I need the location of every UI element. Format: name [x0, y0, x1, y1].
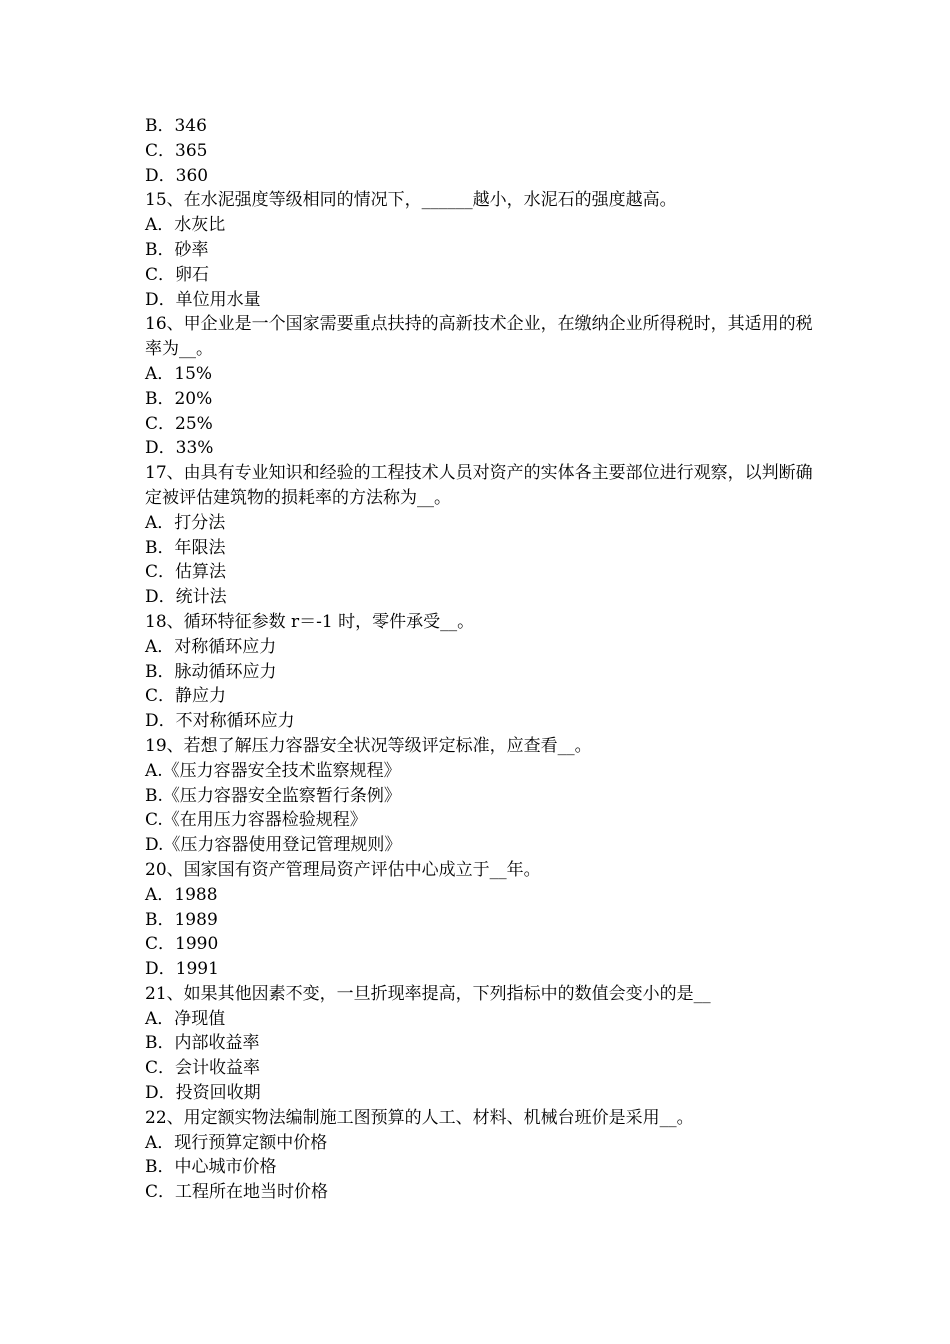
- option-line: D．1991: [145, 959, 219, 980]
- question-19: 19、若想了解压力容器安全状况等级评定标准，应查看__。: [145, 735, 592, 756]
- option-line: C．会计收益率: [145, 1058, 261, 1079]
- option-line: A．净现值: [145, 1008, 226, 1029]
- option-line: B．346: [145, 116, 207, 136]
- option-line: C．25%: [145, 413, 213, 434]
- option-line: C．卵石: [145, 264, 210, 285]
- option-line: B．1989: [145, 909, 218, 930]
- option-line: B．20%: [145, 388, 213, 409]
- question-18: 18、循环特征参数 r＝-1 时，零件承受__。: [145, 611, 475, 632]
- question-20: 20、国家国有资产管理局资产评估中心成立于__年。: [145, 859, 541, 880]
- option-line: A．对称循环应力: [145, 636, 277, 657]
- option-line: A．15%: [145, 363, 213, 384]
- option-line: D.《压力容器使用登记管理规则》: [145, 835, 402, 856]
- question-16: 16、甲企业是一个国家需要重点扶持的高新技术企业，在缴纳企业所得税时，其适用的税率为__。: [145, 314, 813, 360]
- question-21: 21、如果其他因素不变，一旦折现率提高，下列指标中的数值会变小的是__: [145, 983, 711, 1004]
- option-line: C．静应力: [145, 686, 227, 707]
- option-line: A.《压力容器安全技术监察规程》: [145, 760, 401, 781]
- option-line: A．1988: [145, 884, 218, 905]
- option-line: C．1990: [145, 934, 219, 955]
- option-line: B.《压力容器安全监察暂行条例》: [145, 785, 401, 806]
- option-line: D．单位用水量: [145, 289, 261, 310]
- option-line: D．33%: [145, 438, 214, 459]
- option-line: C．估算法: [145, 562, 227, 583]
- option-line: D．360: [145, 165, 209, 186]
- option-line: B．中心城市价格: [145, 1157, 277, 1178]
- option-line: D．投资回收期: [145, 1083, 261, 1104]
- option-line: C.《在用压力容器检验规程》: [145, 810, 367, 831]
- option-line: A．打分法: [145, 512, 226, 533]
- option-line: D．统计法: [145, 587, 227, 608]
- option-line: B．砂率: [145, 239, 209, 260]
- option-line: A．水灰比: [145, 215, 226, 236]
- option-line: A．现行预算定额中价格: [145, 1132, 328, 1153]
- option-line: B．年限法: [145, 537, 226, 558]
- option-line: D．不对称循环应力: [145, 711, 295, 732]
- option-line: B．内部收益率: [145, 1033, 260, 1054]
- question-22: 22、用定额实物法编制施工图预算的人工、材料、机械台班价是采用__。: [145, 1107, 694, 1128]
- option-line: B．脉动循环应力: [145, 661, 277, 682]
- question-15: 15、在水泥强度等级相同的情况下，______越小，水泥石的强度越高。: [145, 190, 677, 211]
- option-line: C．365: [145, 140, 208, 161]
- option-line: C．工程所在地当时价格: [145, 1182, 329, 1203]
- question-17: 17、由具有专业知识和经验的工程技术人员对资产的实体各主要部位进行观察，以判断确定被评估建筑物的损耗率的方法称为__。: [145, 463, 813, 508]
